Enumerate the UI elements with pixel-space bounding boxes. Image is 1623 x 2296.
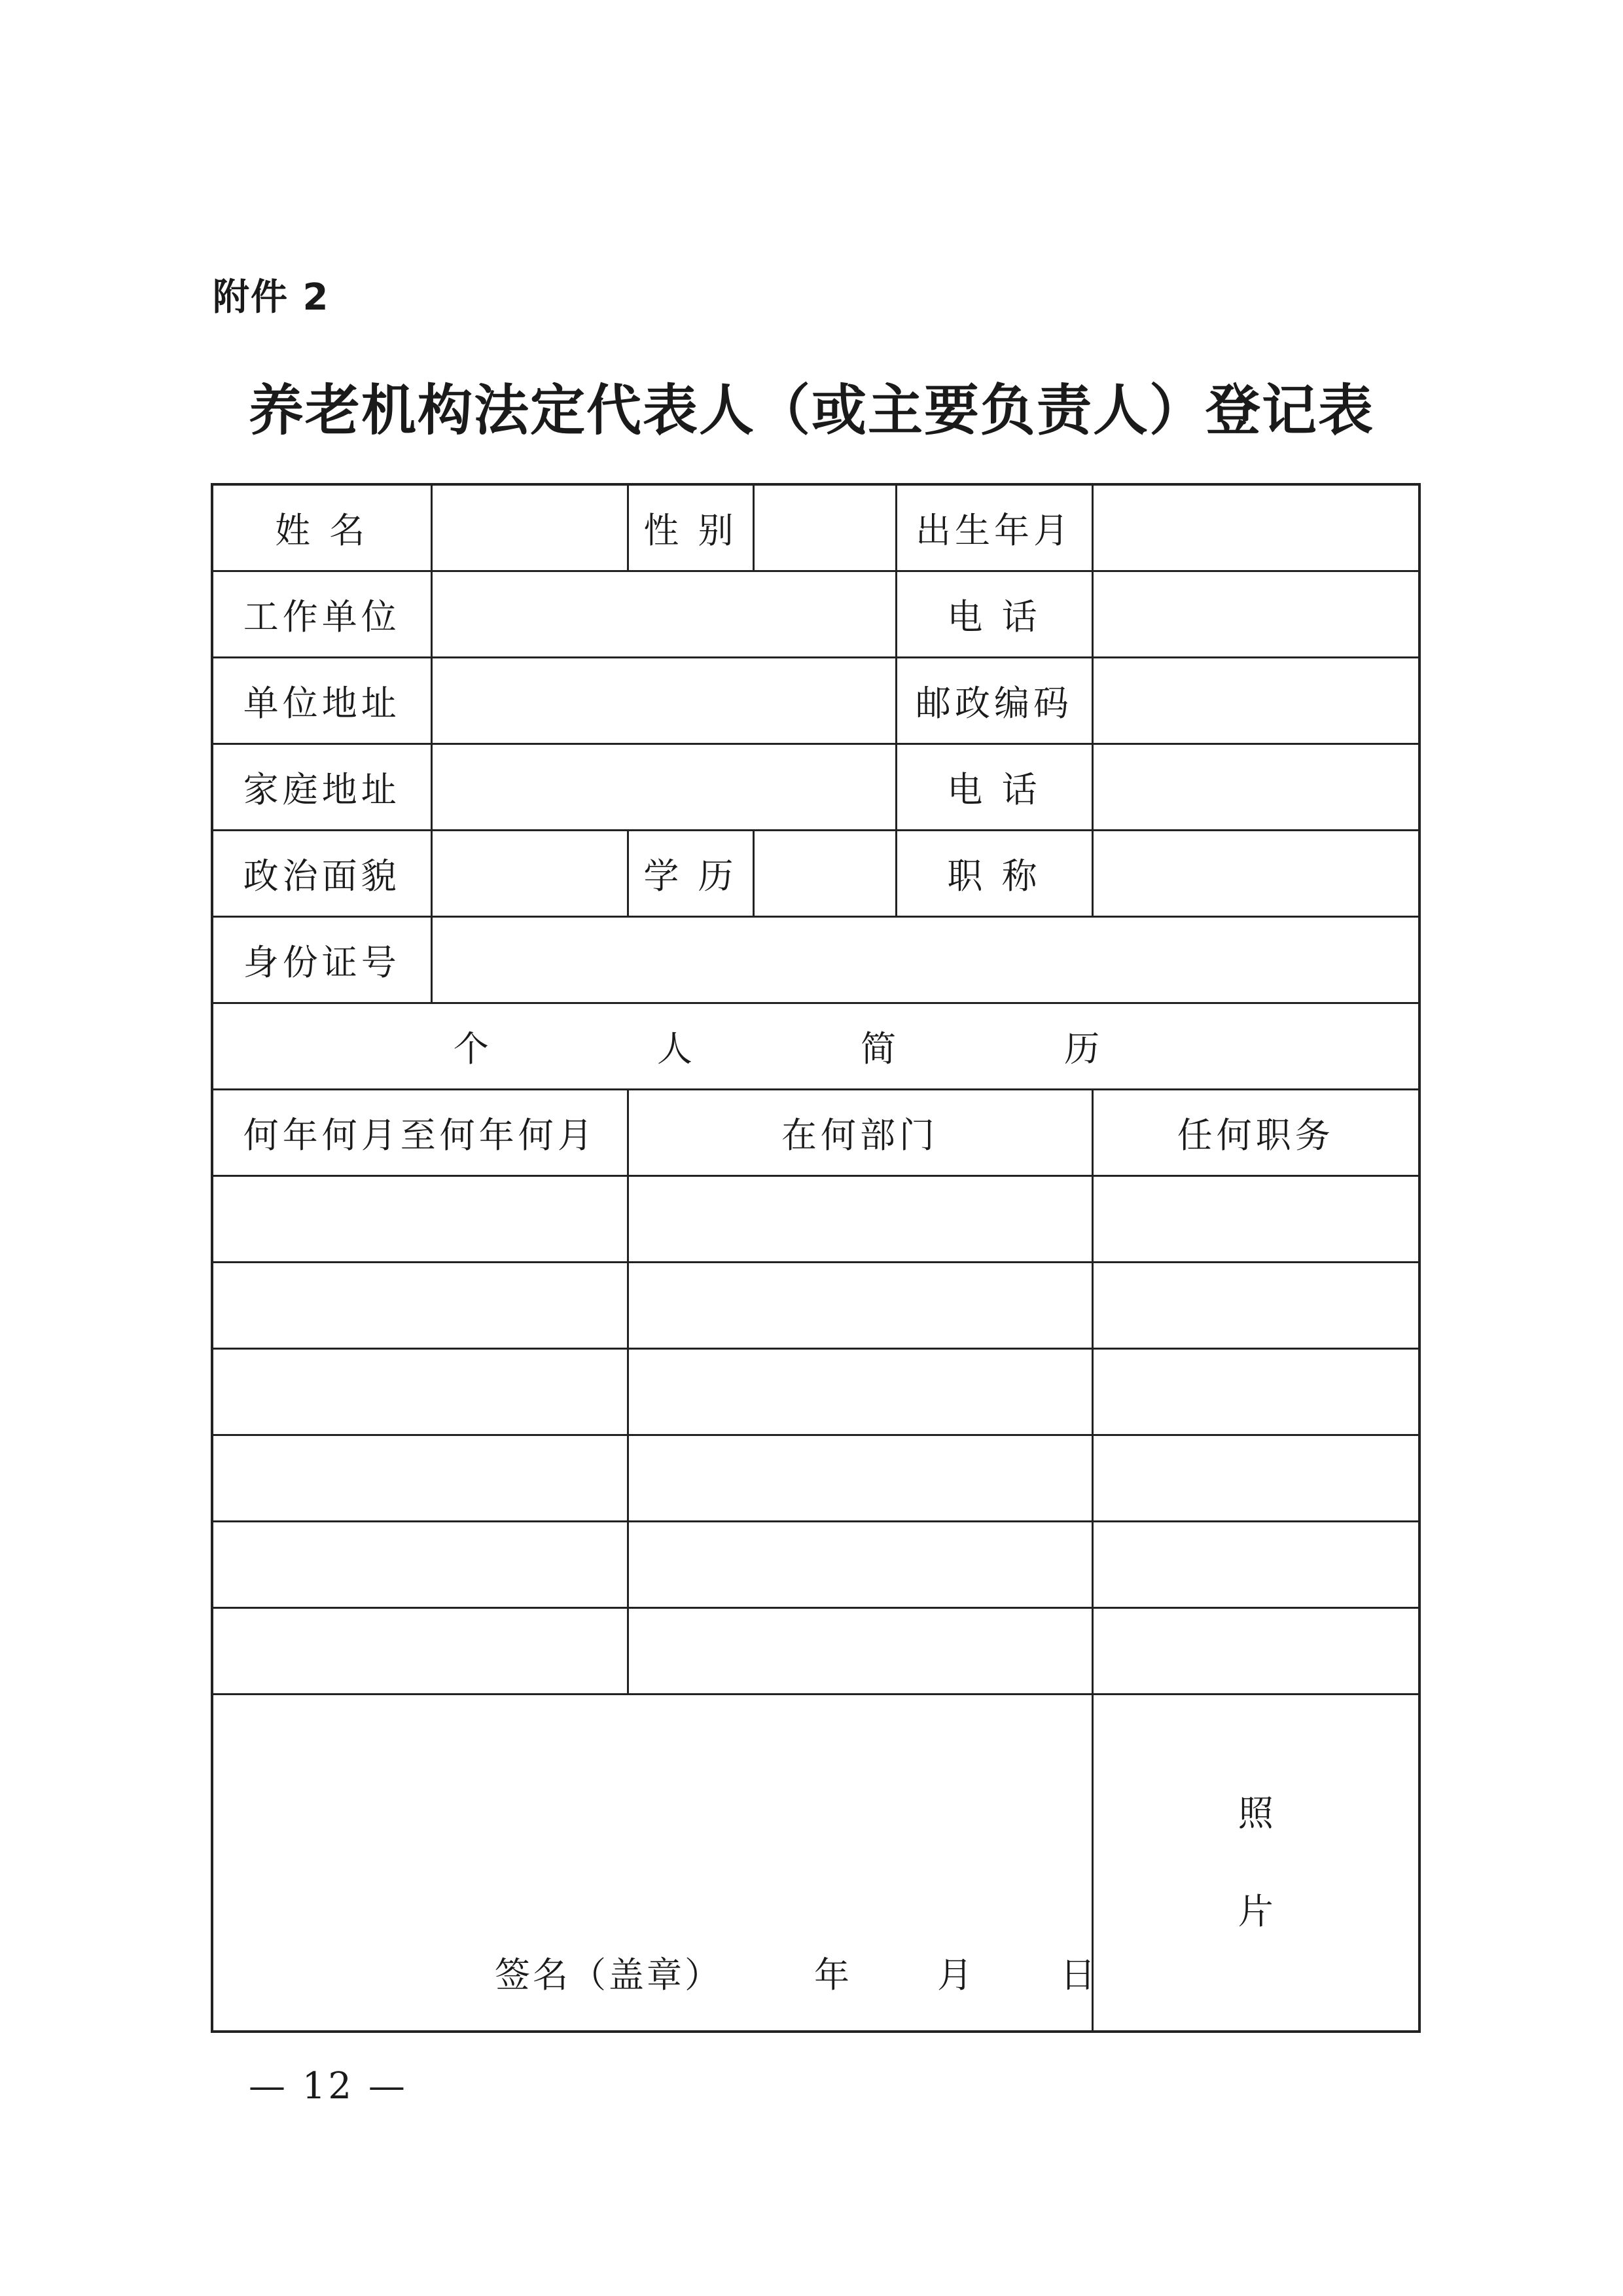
value-political-status[interactable] xyxy=(431,831,628,917)
label-name: 姓 名 xyxy=(212,484,431,571)
resume-cell-position[interactable] xyxy=(1092,1176,1419,1263)
photo-char-1: 照 xyxy=(1238,1793,1274,1834)
document-title: 养老机构法定代表人（或主要负责人）登记表 xyxy=(248,378,1374,442)
registration-form-table xyxy=(211,483,1421,2033)
signature-area[interactable] xyxy=(212,1695,1098,2032)
value-education[interactable] xyxy=(753,831,896,917)
resume-cell-department[interactable] xyxy=(628,1435,1092,1522)
row-employer xyxy=(212,571,1419,658)
resume-cell-department[interactable] xyxy=(628,1522,1092,1608)
resume-cell-period[interactable] xyxy=(212,1349,628,1435)
page-number: — 12 — xyxy=(249,2065,408,2108)
resume-row xyxy=(212,1349,1419,1435)
resume-col-department: 在何部门 xyxy=(628,1090,1092,1176)
resume-col-period: 何年何月至何年何月 xyxy=(212,1090,628,1176)
value-gender[interactable] xyxy=(753,484,896,571)
resume-col-position: 任何职务 xyxy=(1092,1090,1419,1176)
signature-label: 签名（盖章） xyxy=(495,1954,722,1996)
label-birth: 出生年月 xyxy=(896,484,1092,571)
value-name[interactable] xyxy=(431,484,628,571)
label-gender: 性 别 xyxy=(628,484,753,571)
value-home-address[interactable] xyxy=(431,744,896,831)
value-home-phone[interactable] xyxy=(1092,744,1419,831)
resume-cell-period[interactable] xyxy=(212,1435,628,1522)
label-job-title: 职 称 xyxy=(896,831,1092,917)
resume-row xyxy=(212,1522,1419,1608)
photo-char-2: 片 xyxy=(1238,1891,1274,1932)
resume-cell-department[interactable] xyxy=(628,1349,1092,1435)
resume-row xyxy=(212,1435,1419,1522)
row-resume-columns xyxy=(212,1090,1419,1176)
value-phone[interactable] xyxy=(1092,571,1419,658)
resume-cell-department[interactable] xyxy=(628,1263,1092,1349)
row-employer-address xyxy=(212,658,1419,744)
label-education: 学 历 xyxy=(628,831,753,917)
row-name xyxy=(212,484,1419,571)
label-political-status: 政治面貌 xyxy=(212,831,431,917)
value-postcode[interactable] xyxy=(1092,658,1419,744)
label-home-address: 家庭地址 xyxy=(212,744,431,831)
row-political-status xyxy=(212,831,1419,917)
label-employer: 工作单位 xyxy=(212,571,431,658)
value-id-number[interactable] xyxy=(431,917,1419,1003)
label-employer-address: 单位地址 xyxy=(212,658,431,744)
photo-label xyxy=(1238,1765,1274,1961)
resume-cell-period[interactable] xyxy=(212,1522,628,1608)
signature-day: 日 xyxy=(1060,1954,1098,1996)
resume-cell-position[interactable] xyxy=(1092,1522,1419,1608)
signature-year: 年 xyxy=(814,1954,852,1996)
label-id-number: 身份证号 xyxy=(212,917,431,1003)
value-job-title[interactable] xyxy=(1092,831,1419,917)
resume-cell-period[interactable] xyxy=(212,1263,628,1349)
row-home-address xyxy=(212,744,1419,831)
resume-cell-position[interactable] xyxy=(1092,1435,1419,1522)
resume-row xyxy=(212,1176,1419,1263)
resume-cell-position[interactable] xyxy=(1092,1263,1419,1349)
resume-header: 个 人 简 历 xyxy=(212,1003,1419,1090)
signature-line xyxy=(495,1947,1098,1998)
resume-cell-period[interactable] xyxy=(212,1608,628,1695)
resume-cell-position[interactable] xyxy=(1092,1608,1419,1695)
resume-row xyxy=(212,1263,1419,1349)
resume-cell-period[interactable] xyxy=(212,1176,628,1263)
resume-cell-department[interactable] xyxy=(628,1176,1092,1263)
row-resume-header xyxy=(212,1003,1419,1090)
photo-area[interactable] xyxy=(1092,1695,1419,2032)
resume-row xyxy=(212,1608,1419,1695)
value-birth[interactable] xyxy=(1092,484,1419,571)
row-signature-photo xyxy=(212,1695,1419,2032)
attachment-label: 附件 2 xyxy=(213,276,330,319)
resume-cell-department[interactable] xyxy=(628,1608,1092,1695)
signature-month: 月 xyxy=(937,1954,975,1996)
label-postcode: 邮政编码 xyxy=(896,658,1092,744)
value-employer[interactable] xyxy=(431,571,896,658)
label-phone: 电 话 xyxy=(896,571,1092,658)
label-home-phone: 电 话 xyxy=(896,744,1092,831)
row-id-number xyxy=(212,917,1419,1003)
resume-cell-position[interactable] xyxy=(1092,1349,1419,1435)
value-employer-address[interactable] xyxy=(431,658,896,744)
